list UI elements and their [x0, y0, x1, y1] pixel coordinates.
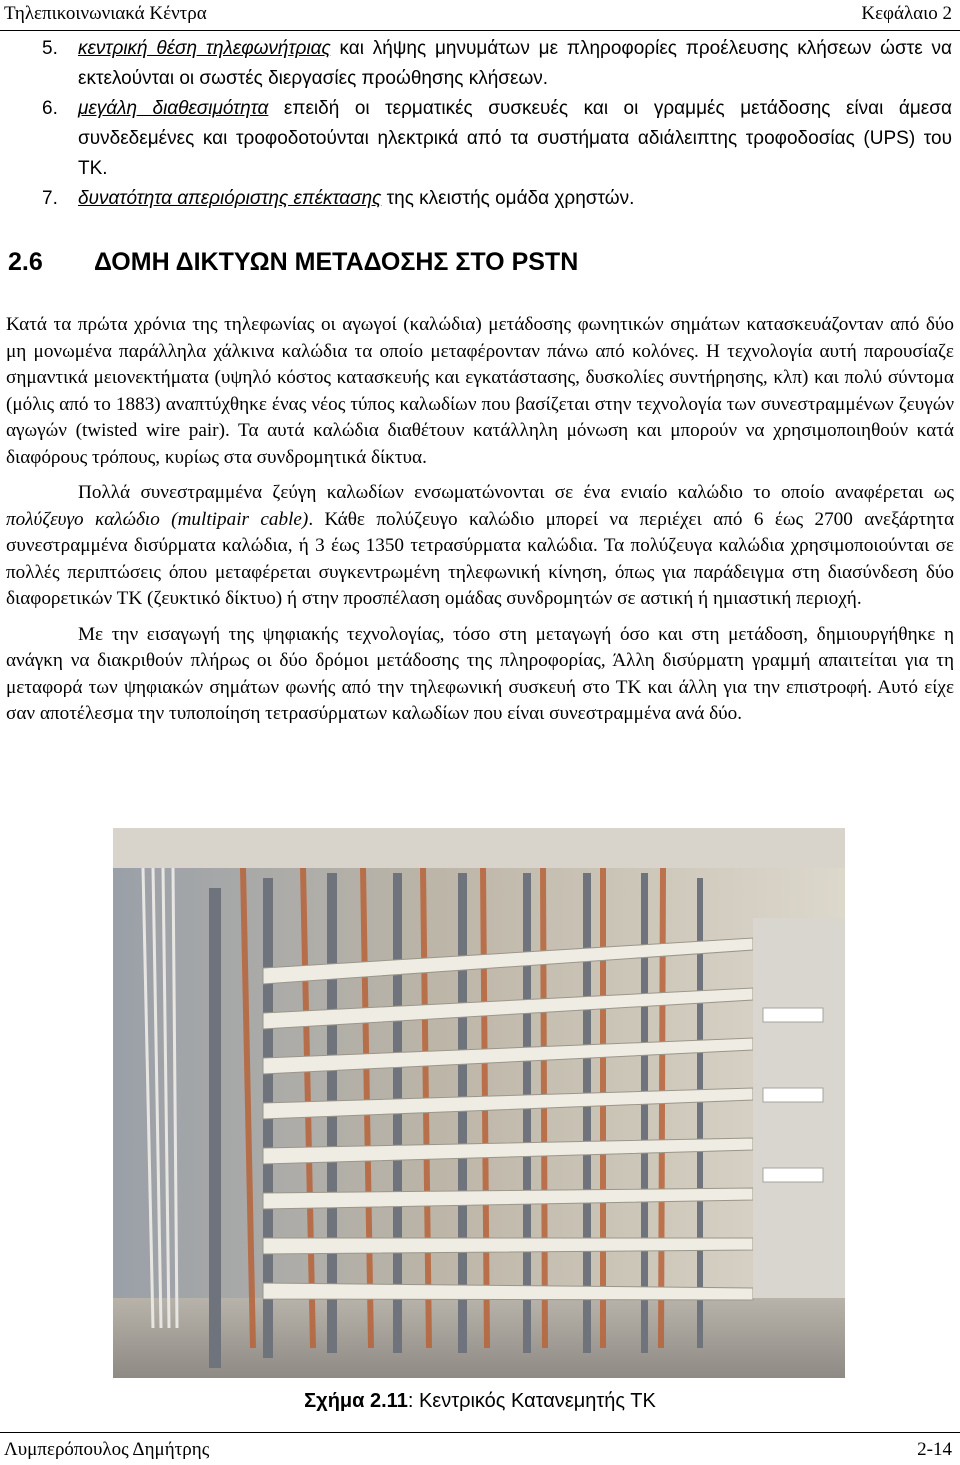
distribution-frame-photo	[113, 828, 845, 1378]
section-heading	[8, 248, 578, 277]
page-header	[0, 0, 960, 31]
paragraph-2-term: πολύζευγο καλώδιο (multipair cable)	[6, 508, 309, 530]
list-emphasis: μεγάλη διαθεσιμότητα	[78, 98, 269, 119]
photo-illustration	[113, 828, 845, 1378]
list-number: 6.	[42, 98, 58, 119]
paragraph-2-end: . Κάθε πολύζευγο καλώδιο μπορεί να περιέχει από 6 έως 2700 ανεξάρτητα συνεστραμμένα δισύρματα καλώδια, ή 3 έως 1350 τετρασύρματα καλώδια. Τα πολύζευγα καλώδια χρησιμοποιούνται σε πολλές περιπτώσεις όπου μεταφέρεται συγκεντρωμένη τηλεφωνική κίνηση, όπως για παράδειγμα στη διασύνδεση δύο διαφορετικών ΤΚ (ζευκτικό δίκτυο) ή στην προσπέλαση ομάδας συνδρομητών σε αστική ή ημιαστική περιοχή.	[6, 508, 954, 609]
figure-text: : Κεντρικός Κατανεμητής ΤΚ	[407, 1390, 656, 1412]
feature-list	[0, 34, 960, 214]
footer-author: Λυμπερόπουλος Δημήτρης	[4, 1439, 210, 1460]
paragraph-2-start: Πολλά συνεστραμμένα ζεύγη καλωδίων ενσωματώνονται σε ένα ενιαίο καλώδιο το οποίο αναφέρεται ως	[78, 482, 954, 503]
list-emphasis: κεντρική θέση τηλεφωνήτριας	[78, 38, 331, 59]
section-title: ΔΟΜΗ ΔΙΚΤΥΩΝ ΜΕΤΑΔΟΣΗΣ ΣΤΟ PSTN	[94, 248, 579, 276]
list-number: 7.	[42, 188, 58, 209]
figure-caption	[0, 1390, 960, 1413]
list-text: και λήψης μηνυμάτων με πληροφορίες προέλευσης κλήσεων ώστε να εκτελούνται οι σωστές διεργασίες προώθησης κλήσεων.	[78, 38, 952, 89]
section-number: 2.6	[8, 248, 43, 276]
list-item	[0, 184, 960, 214]
figure-label: Σχήμα 2.11	[304, 1390, 408, 1412]
list-text: της κλειστής ομάδα χρηστών.	[381, 188, 635, 209]
paragraph-3: Με την εισαγωγή της ψηφιακής τεχνολογίας, τόσο στη μεταγωγή όσο και στη μετάδοση, δημιουργήθηκε η ανάγκη να διακριθούν πλήρως οι δύο δρόμοι μετάδοσης της πληροφορίας, Άλλη δισύρματη γραμμή απαιτείται για τη μεταφορά των ψηφιακών σημάτων φωνής από την τηλεφωνική συσκευή στο ΤΚ και άλλη για την επιστροφή. Αυτό είχε σαν αποτέλεσμα την τυποποίηση τετρασύρματων καλωδίων που είναι συνεστραμμένα ανά δύο.	[6, 623, 954, 724]
list-emphasis: δυνατότητα απεριόριστης επέκτασης	[78, 188, 382, 209]
body-text	[6, 312, 954, 737]
page-footer	[0, 1432, 960, 1465]
list-item	[0, 94, 960, 184]
paragraph-1: Κατά τα πρώτα χρόνια της τηλεφωνίας οι αγωγοί (καλώδια) μετάδοσης φωνητικών σημάτων κατασκευάζονταν από δύο μη μονωμένα παράλληλα χάλκινα καλώδια τα οποίο μεταφέρονταν πάνω από κολόνες. Η τεχνολογία αυτή παρουσίαζε σημαντικά μειονεκτήματα (υψηλό κόστος κατασκευής και εγκατάστασης, δυσκολίες συντήρησης, κλπ) και πολύ σύντομα (μόλις από το 1883) αναπτύχθηκε ένας νέος τύπος καλωδίων που βασίζεται στην τεχνολογία των συνεστραμμένων ζευγών αγωγών (twisted wire pair). Τα αυτά καλώδια διαθέτουν κατάλληλη μόνωση και μπορούν να χρησιμοποιηθούν κατά διαφόρους τρόπους, κυρίως στα συνδρομητικά δίκτυα.	[6, 314, 954, 468]
list-text: επειδή οι τερματικές συσκευές και οι γραμμές μετάδοσης είναι άμεσα συνδεδεμένες και τροφοδοτούνται ηλεκτρικά από τα συστήματα αδιάλειπτης τροφοδοσίας (UPS) του ΤΚ.	[78, 98, 952, 179]
list-number: 5.	[42, 38, 58, 59]
header-title: Τηλεπικοινωνιακά Κέντρα	[4, 3, 207, 24]
footer-page-number: 2-14	[917, 1439, 952, 1460]
header-chapter: Κεφάλαιο 2	[861, 3, 952, 24]
paragraph-2	[6, 480, 954, 613]
list-item	[0, 34, 960, 94]
